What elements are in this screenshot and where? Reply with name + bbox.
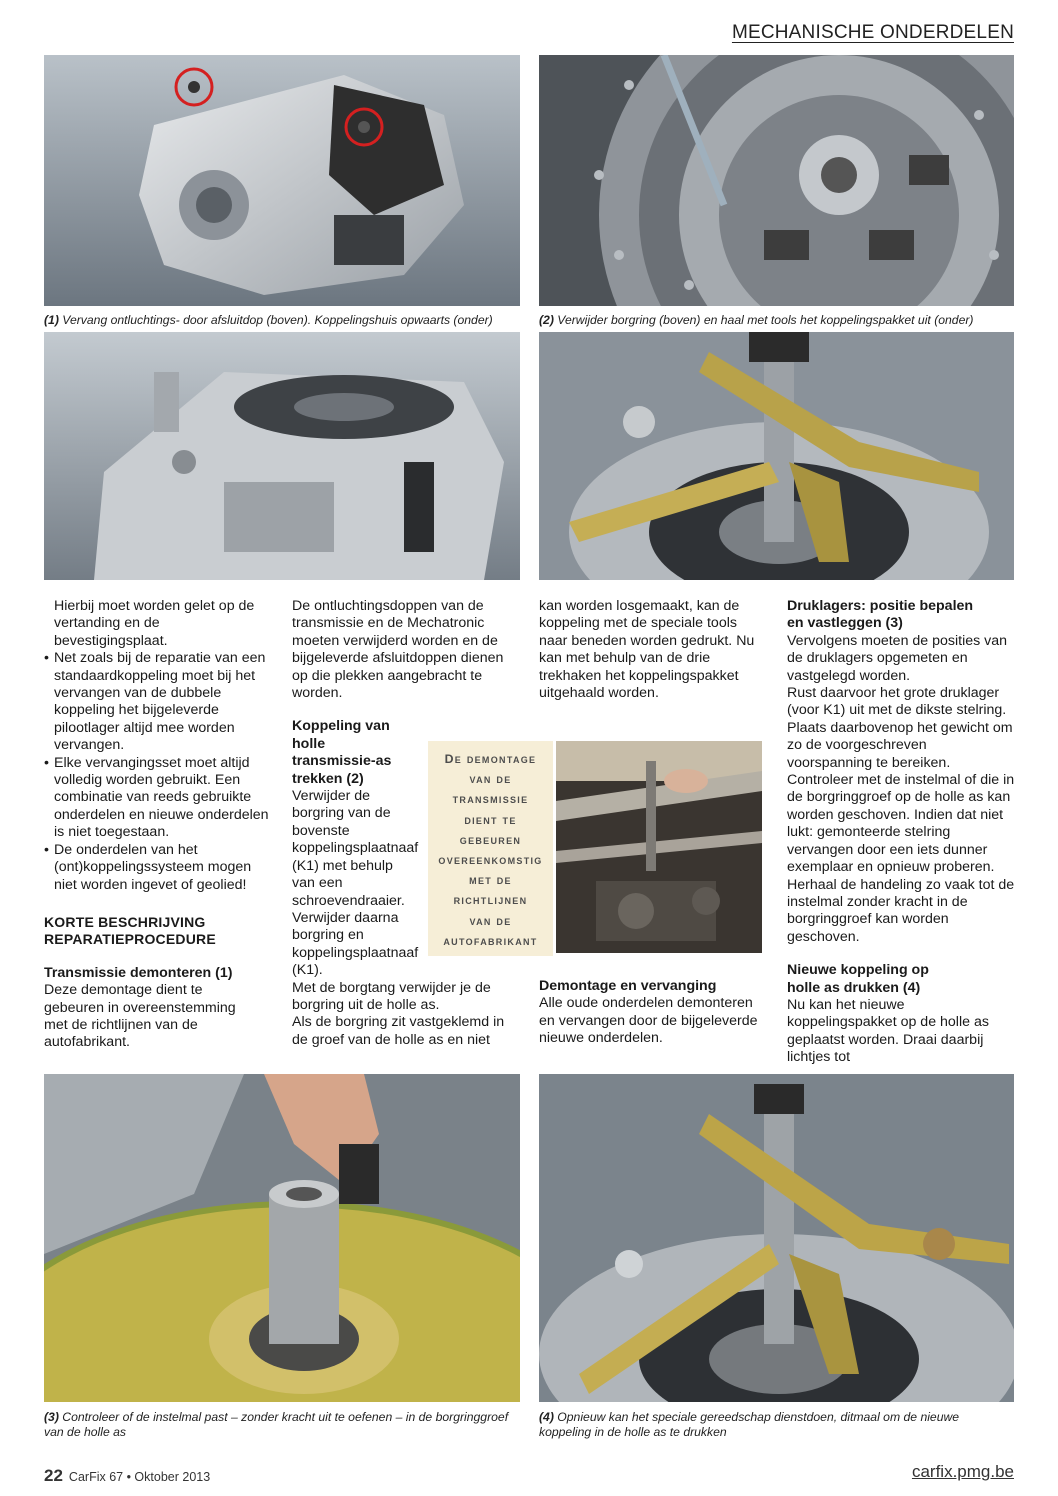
col4-p1: Vervolgens moeten de posities van de druklagers opgemeten en vastgelegd worden. <box>787 632 1008 684</box>
col1-intro: Hierbij moet worden gelet op de vertanding en de bevestigingsplaat. <box>54 598 255 649</box>
caption-3: (3) Controleer of de instelmal past – zonder kracht uit te oefenen – in de borgringgroef van de holle as <box>44 1410 509 1439</box>
col3-p1: kan worden losgemaakt, kan de koppeling met de speciale tools naar beneden worden gedrukt. Nu kan met behulp van de drie trekhaken het koppelingspakket uitgehaald worden. <box>539 598 755 702</box>
photo-clutch-circlip <box>539 55 1014 306</box>
issue-info: CarFix 67 • Oktober 2013 <box>68 1470 211 1484</box>
col3-heading: Demontage en vervanging <box>539 978 717 994</box>
col4-heading1: Druklagers: positie bepalen en vastleggen (3) <box>787 598 974 632</box>
col4-p3: Nu kan het nieuwe koppelingspakket op de holle as geplaatst worden. Draai daarbij lichtjes tot <box>787 996 989 1066</box>
list-item: • Elke vervangingsset moet altijd volledig worden gebruikt. Een combinatie van reeds gebruikte onderdelen en nieuwe onderdelen is niet toegestaan. <box>44 754 269 841</box>
column-3 <box>539 598 759 702</box>
col2-p1: De ontluchtingsdoppen van de transmissie en de Mechatronic moeten verwijderd worden en de bijgeleverde afsluitdoppen dienen op die plekken aangebracht te worden. <box>292 598 504 702</box>
page-number: 22 <box>44 1466 63 1485</box>
col4-p2: Rust daarvoor het grote druklager (voor K1) uit met de dikste stelring. Plaats daarbovenop het gewicht om zo de voorgeschreven voorspanning te bereiken. Controleer met de instelmal of die in de borgringgroef op de holle as kan worden geschoven. Indien dat niet lukt: gemonteerde stelring vervangen door een iets dunner exemplaar en opnieuw proberen. Herhaal de handeling zo vaak tot de instelmal zonder kracht in de borgringgroef kan worden geschoven. <box>787 685 1015 945</box>
photo-press-tool <box>539 1074 1014 1402</box>
col1-body: Deze demontage dient te gebeuren in overeenstemming met de richtlijnen van de autofabrikant. <box>44 982 236 1051</box>
col1-subheading: Transmissie demonteren (1) <box>44 964 233 981</box>
col2-p2: Verwijder de borgring van de bovenste koppelingsplaatnaaf (K1) met behulp van een schroevendraaier. Verwijder daarna borgring en koppelingsplaatnaaf (K1). <box>292 788 419 979</box>
section-title: MECHANISCHE ONDERDELEN <box>731 22 1014 43</box>
column-4 <box>787 598 1015 1067</box>
list-item: • Net zoals bij de reparatie van een standaardkoppeling moet bij het vervangen van de dubbele koppeling het bijgeleverde pilootlager altijd mee worden vervangen. <box>44 650 266 754</box>
photo-housing-upright <box>44 332 520 580</box>
pull-quote: De demontage van de transmissie dient te gebeuren overeenkomstig met de richtlijnen van de autofabrikant <box>428 741 553 956</box>
col1-heading: KORTE BESCHRIJVING REPARATIEPROCEDURE <box>44 913 216 948</box>
column-1 <box>44 598 272 1052</box>
caption-2: (2) Verwijder borgring (boven) en haal met tools het koppelingspakket uit (onder) <box>539 313 974 327</box>
photo-gearbox-caps <box>44 55 520 306</box>
footer-issue <box>44 1466 210 1486</box>
footer-url-link[interactable]: carfix.pmg.be <box>911 1462 1014 1481</box>
caption-1: (1) Vervang ontluchtings- door afsluitdop (boven). Koppelingshuis opwaarts (onder) <box>44 313 493 327</box>
col3-p2: Alle oude onderdelen demonteren en vervangen door de bijgeleverde nieuwe onderdelen. <box>539 995 758 1047</box>
col2-p3: Met de borgtang verwijder je de borgring uit de holle as. <box>292 979 491 1013</box>
caption-4: (4) Opnieuw kan het speciale gereedschap dienstdoen, ditmaal om de nieuwe koppeling in de holle as te drukken <box>539 1410 960 1439</box>
col4-heading2: Nieuwe koppeling op holle as drukken (4) <box>787 962 929 996</box>
photo-setting-gauge <box>44 1074 520 1402</box>
photo-puller-tool <box>539 332 1014 580</box>
col2-p4: Als de borgring zit vastgeklemd in de groef van de holle as en niet <box>292 1014 505 1048</box>
photo-engine-bay <box>556 741 762 953</box>
column-3-bottom <box>539 978 759 1048</box>
list-item: • De onderdelen van het (ont)koppelingssysteem mogen niet worden ingevet of geolied! <box>44 841 252 893</box>
col2-heading: Koppeling van holle transmissie-as trekken (2) <box>292 718 392 787</box>
